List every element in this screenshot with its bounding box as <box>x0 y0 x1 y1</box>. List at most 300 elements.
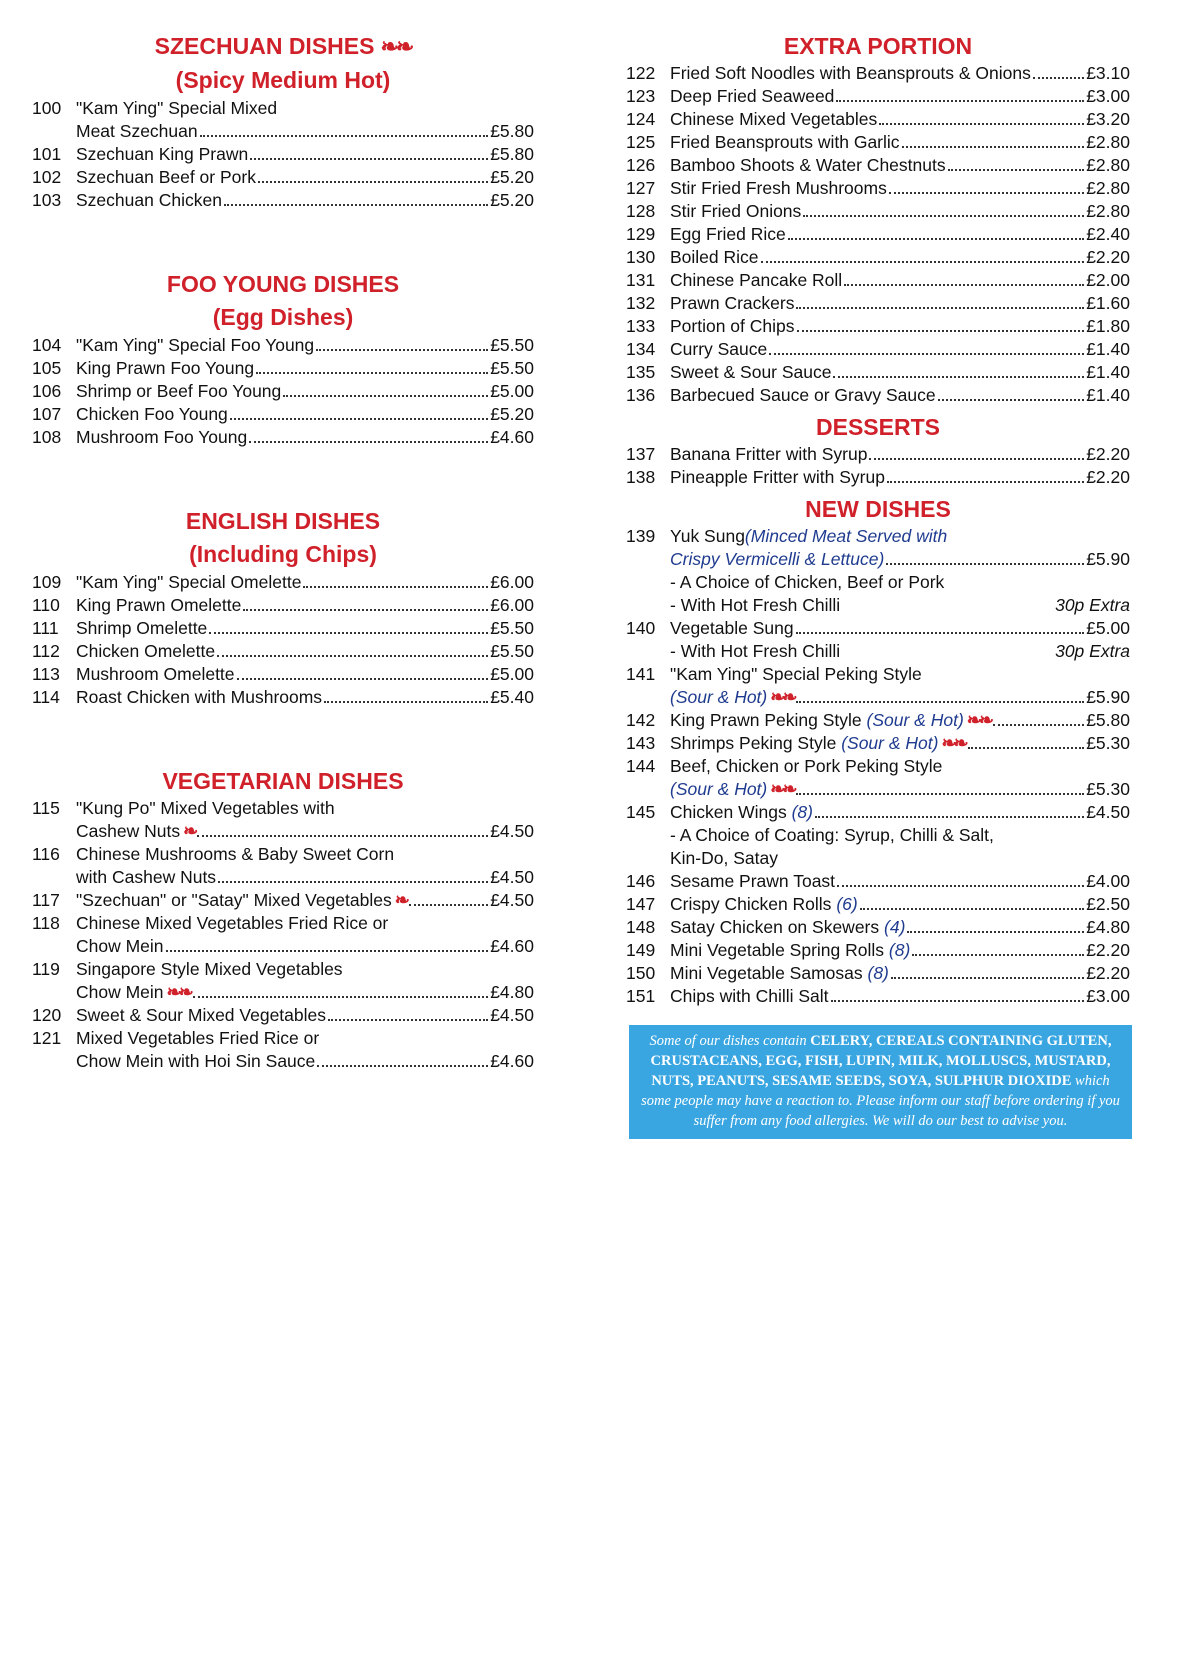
dot-leader <box>237 678 489 680</box>
menu-item <box>32 189 534 212</box>
item-name-text: Shrimp or Beef Foo Young <box>76 381 282 401</box>
item-number: 118 <box>32 913 60 933</box>
item-body <box>670 361 1130 384</box>
dot-leader <box>815 816 1084 818</box>
menu-section <box>626 493 1130 1008</box>
item-sub-option <box>670 594 1130 617</box>
item-price: £4.80 <box>490 982 534 1002</box>
item-price-line <box>76 866 534 889</box>
item-name-text: Stir Fried Fresh Mushrooms <box>670 178 887 198</box>
item-name <box>670 778 794 801</box>
section-title-text: SZECHUAN DISHES <box>154 33 375 59</box>
item-name-text: Banana Fritter with Syrup <box>670 444 868 464</box>
item-name-text: Fried Beansprouts with Garlic <box>670 132 900 152</box>
dot-leader <box>887 481 1084 483</box>
allergy-list: CELERY, CEREALS CONTAINING GLUTEN, CRUSTACEANS, EGG, FISH, LUPIN, MILK, MOLLUSCS, MUSTARD, NUTS, PEANUTS, SESAME SEEDS, SOYA, SULPHUR DIOXIDE <box>650 1033 1112 1089</box>
item-body <box>670 663 1130 709</box>
item-price-line <box>76 935 534 958</box>
item-name <box>670 131 900 154</box>
item-price: £2.50 <box>1086 894 1130 914</box>
menu-item <box>32 334 534 357</box>
item-name <box>76 1004 326 1027</box>
item-number: 116 <box>32 844 60 864</box>
dot-leader <box>948 169 1085 171</box>
allergy-intro: Some of our dishes contain <box>649 1033 807 1049</box>
dot-leader <box>1033 77 1084 79</box>
item-body <box>76 189 534 212</box>
dot-leader <box>968 747 1085 749</box>
item-number: 110 <box>32 595 60 615</box>
item-price-line <box>670 443 1130 466</box>
menu-item <box>626 85 1130 108</box>
item-number: 146 <box>626 871 656 891</box>
dot-leader <box>796 701 1084 703</box>
item-number: 131 <box>626 270 656 290</box>
item-price-line <box>670 108 1130 131</box>
item-number: 145 <box>626 802 656 822</box>
item-name-text: King Prawn Foo Young <box>76 358 255 378</box>
item-sub-text: - A Choice of Chicken, Beef or Pork <box>670 572 945 592</box>
dot-leader <box>283 395 488 397</box>
item-name-text: Sweet & Sour Mixed Vegetables <box>76 1005 327 1025</box>
item-price: £4.60 <box>490 427 534 447</box>
item-description-line <box>670 755 1130 778</box>
item-price: £6.00 <box>490 572 534 592</box>
chilli-pepper-icon: ❧❧ <box>166 982 191 1002</box>
item-body <box>670 962 1130 985</box>
dot-leader <box>836 100 1084 102</box>
item-body <box>76 843 534 889</box>
item-price-line <box>76 640 534 663</box>
item-body <box>670 755 1130 801</box>
item-number: 142 <box>626 710 656 730</box>
menu-item <box>626 617 1130 663</box>
item-note: (Sour & Hot) <box>670 779 768 799</box>
item-line-text: Beef, Chicken or Pork Peking Style <box>670 756 943 776</box>
item-body <box>670 985 1130 1008</box>
item-body <box>76 357 534 380</box>
item-number: 123 <box>626 86 656 106</box>
item-price: £4.50 <box>490 821 534 841</box>
item-body <box>76 617 534 640</box>
menu-item <box>626 709 1130 732</box>
item-body <box>76 334 534 357</box>
item-body <box>670 384 1130 407</box>
allergy-notice <box>629 1025 1132 1139</box>
item-price-line <box>670 466 1130 489</box>
item-name <box>670 315 795 338</box>
menu-item <box>626 177 1130 200</box>
item-name <box>76 820 195 843</box>
item-name <box>670 939 910 962</box>
item-name-text: Portion of Chips <box>670 316 795 336</box>
item-name <box>670 269 842 292</box>
item-name <box>76 1050 315 1073</box>
item-body <box>670 154 1130 177</box>
menu-item <box>626 384 1130 407</box>
item-line-text: "Kung Po" Mixed Vegetables with <box>76 798 335 818</box>
item-price-line <box>670 154 1130 177</box>
item-body <box>76 166 534 189</box>
item-name-text: Fried Soft Noodles with Beansprouts & Onions <box>670 63 1031 83</box>
item-name <box>670 292 794 315</box>
item-number: 126 <box>626 155 656 175</box>
item-name-text: Deep Fried Seaweed <box>670 86 835 106</box>
dot-leader <box>324 701 488 703</box>
item-description-line <box>76 912 534 935</box>
item-note: (4) <box>884 917 906 937</box>
item-price: £3.20 <box>1086 109 1130 129</box>
menu-item <box>32 797 534 843</box>
dot-leader <box>844 284 1084 286</box>
item-number: 119 <box>32 959 60 979</box>
section-title <box>32 268 534 300</box>
item-price-line <box>670 200 1130 223</box>
item-note: (8) <box>888 940 911 960</box>
section-title <box>626 411 1130 443</box>
item-name-text: Meat Szechuan <box>76 121 198 141</box>
item-name-text: King Prawn Peking Style <box>670 710 862 730</box>
item-price: £5.90 <box>1086 687 1130 707</box>
menu-section <box>32 30 534 212</box>
dot-leader <box>230 418 488 420</box>
chilli-pepper-icon: ❧❧ <box>770 687 795 707</box>
item-name-text: Szechuan King Prawn <box>76 144 249 164</box>
item-name <box>670 916 905 939</box>
menu-item <box>626 893 1130 916</box>
item-name-text: Vegetable Sung <box>670 618 794 638</box>
item-price: £1.60 <box>1086 293 1130 313</box>
item-price-line <box>670 893 1130 916</box>
item-body <box>670 269 1130 292</box>
section-title-text: FOO YOUNG DISHES <box>166 271 400 297</box>
item-number: 107 <box>32 404 62 424</box>
item-name <box>670 200 801 223</box>
item-name-text: Szechuan Chicken <box>76 190 222 210</box>
item-price-line <box>670 939 1130 962</box>
item-name <box>76 426 247 449</box>
menu-item <box>32 594 534 617</box>
dot-leader <box>831 1000 1085 1002</box>
item-name-text: Chicken Wings <box>670 802 787 822</box>
dot-leader <box>803 215 1084 217</box>
item-name <box>76 889 407 912</box>
item-note: Crispy Vermicelli & Lettuce) <box>670 549 885 569</box>
item-name <box>76 686 322 709</box>
item-description-line <box>76 1027 534 1050</box>
item-body <box>670 916 1130 939</box>
menu-item <box>32 843 534 889</box>
item-price: £2.20 <box>1086 444 1130 464</box>
item-line-text: "Kam Ying" Special Peking Style <box>670 664 922 684</box>
item-name <box>76 981 191 1004</box>
item-number: 101 <box>32 144 62 164</box>
chilli-pepper-icon: ❧ <box>183 821 196 841</box>
item-name <box>76 403 228 426</box>
item-price-line <box>670 62 1130 85</box>
item-number: 150 <box>626 963 656 983</box>
chilli-pepper-icon: ❧❧ <box>770 779 795 799</box>
item-number: 128 <box>626 201 656 221</box>
dot-leader <box>796 632 1085 634</box>
dot-leader <box>258 181 488 183</box>
item-price: £5.80 <box>490 144 534 164</box>
dot-leader <box>796 307 1084 309</box>
item-line-text: "Kam Ying" Special Mixed <box>76 98 278 118</box>
item-number: 149 <box>626 940 656 960</box>
item-name-text: Mini Vegetable Samosas <box>670 963 863 983</box>
item-price-line <box>76 426 534 449</box>
item-name-text: Szechuan Beef or Pork <box>76 167 256 187</box>
item-note: (Minced Meat Served with <box>744 526 948 546</box>
menu-item <box>32 571 534 594</box>
item-description-line <box>76 958 534 981</box>
item-body <box>670 443 1130 466</box>
item-name-text: Chow Mein <box>76 936 164 956</box>
item-note: (Sour & Hot) <box>670 687 768 707</box>
item-body <box>670 870 1130 893</box>
dot-leader <box>197 835 488 837</box>
item-price: £4.50 <box>1086 802 1130 822</box>
dot-leader <box>200 135 489 137</box>
item-body <box>76 380 534 403</box>
item-name <box>670 466 885 489</box>
item-number: 100 <box>32 98 62 118</box>
item-line-text: Singapore Style Mixed Vegetables <box>76 959 343 979</box>
item-price-line <box>76 1004 534 1027</box>
menu-item <box>626 732 1130 755</box>
item-price-line <box>76 594 534 617</box>
menu-item <box>626 269 1130 292</box>
item-body <box>76 686 534 709</box>
item-price: £5.30 <box>1086 733 1130 753</box>
item-line-text: Chinese Mixed Vegetables Fried Rice or <box>76 913 389 933</box>
section-title-text: ENGLISH DISHES <box>185 508 381 534</box>
item-body <box>670 315 1130 338</box>
item-price-line <box>670 801 1130 824</box>
section-title <box>32 30 534 63</box>
item-price-line <box>76 143 534 166</box>
item-line-text: Yuk Sung <box>670 526 745 546</box>
dot-leader <box>769 353 1084 355</box>
item-name <box>670 732 966 755</box>
item-number: 140 <box>626 618 656 638</box>
menu-item <box>626 466 1130 489</box>
item-price-line <box>670 709 1130 732</box>
menu-item <box>626 525 1130 617</box>
item-name <box>76 357 254 380</box>
item-name <box>76 143 248 166</box>
dot-leader <box>303 586 488 588</box>
item-name-text: Shrimps Peking Style <box>670 733 837 753</box>
item-price-line <box>670 870 1130 893</box>
menu-item <box>32 1027 534 1073</box>
item-name-text: King Prawn Omelette <box>76 595 242 615</box>
item-price-line <box>670 315 1130 338</box>
dot-leader <box>217 655 488 657</box>
chilli-pepper-icon: ❧❧ <box>966 710 991 730</box>
item-price-line <box>670 338 1130 361</box>
item-name-text: Barbecued Sauce or Gravy Sauce <box>670 385 936 405</box>
item-body <box>76 640 534 663</box>
item-name <box>670 108 877 131</box>
item-name <box>670 709 991 732</box>
item-number: 141 <box>626 664 656 684</box>
item-price: £2.20 <box>1086 963 1130 983</box>
item-price-line <box>76 820 534 843</box>
dot-leader <box>209 632 488 634</box>
menu-section <box>32 765 534 1073</box>
item-name-text: Mushroom Omelette <box>76 664 235 684</box>
dot-leader <box>837 885 1084 887</box>
dot-leader <box>879 123 1084 125</box>
item-price: £5.50 <box>490 358 534 378</box>
menu-section <box>626 411 1130 489</box>
item-number: 114 <box>32 687 60 707</box>
item-name-text: with Cashew Nuts <box>76 867 217 887</box>
section-subtitle: (Egg Dishes) <box>212 304 354 330</box>
item-name <box>670 985 829 1008</box>
item-name-text: Cashew Nuts <box>76 821 181 841</box>
item-number: 102 <box>32 167 62 187</box>
item-price: £5.00 <box>490 664 534 684</box>
item-price: £2.80 <box>1086 178 1130 198</box>
item-name <box>670 246 759 269</box>
item-name-text: Satay Chicken on Skewers <box>670 917 880 937</box>
item-body <box>76 1004 534 1027</box>
item-number: 111 <box>32 618 59 638</box>
item-price: £1.80 <box>1086 316 1130 336</box>
item-price: £5.00 <box>490 381 534 401</box>
item-number: 148 <box>626 917 656 937</box>
dot-leader <box>788 238 1084 240</box>
section-title-text: EXTRA PORTION <box>783 33 973 59</box>
item-body <box>76 143 534 166</box>
item-price: £2.80 <box>1086 132 1130 152</box>
item-name-text: Boiled Rice <box>670 247 759 267</box>
menu-item <box>32 403 534 426</box>
item-body <box>670 292 1130 315</box>
item-price: £5.20 <box>490 167 534 187</box>
dot-leader <box>316 349 488 351</box>
item-price-line <box>670 916 1130 939</box>
item-sub-option <box>670 824 1130 847</box>
dot-leader <box>250 158 488 160</box>
item-price: £2.40 <box>1086 224 1130 244</box>
section-title-text: NEW DISHES <box>805 496 951 522</box>
item-name-text: Bamboo Shoots & Water Chestnuts <box>670 155 946 175</box>
menu-section <box>32 505 534 709</box>
menu-item <box>32 166 534 189</box>
item-body <box>670 466 1130 489</box>
menu-item <box>626 870 1130 893</box>
menu-item <box>32 686 534 709</box>
item-note: (6) <box>836 894 858 914</box>
item-body <box>670 525 1130 617</box>
item-number: 136 <box>626 385 656 405</box>
item-sub-option <box>670 571 1130 594</box>
item-name-text: "Szechuan" or "Satay" Mixed Vegetables <box>76 890 392 910</box>
dot-leader <box>166 950 489 952</box>
item-price: £5.50 <box>490 618 534 638</box>
dot-leader <box>328 1019 488 1021</box>
dot-leader <box>797 330 1085 332</box>
item-name <box>670 617 794 640</box>
dot-leader <box>224 204 488 206</box>
item-name <box>76 594 241 617</box>
item-note: (Sour & Hot) <box>866 710 964 730</box>
item-name <box>76 866 216 889</box>
menu-item <box>626 443 1130 466</box>
item-body <box>670 246 1130 269</box>
item-extra-charge: 30p Extra <box>1055 595 1130 615</box>
item-price: £5.80 <box>490 121 534 141</box>
item-price: £5.50 <box>490 335 534 355</box>
menu-item <box>32 1004 534 1027</box>
left-menu-column <box>32 30 534 1073</box>
item-name <box>670 154 946 177</box>
item-description-line <box>76 797 534 820</box>
item-name-text: Mushroom Foo Young <box>76 427 248 447</box>
item-number: 130 <box>626 247 656 267</box>
item-body <box>670 617 1130 663</box>
item-number: 120 <box>32 1005 62 1025</box>
item-number: 147 <box>626 894 656 914</box>
item-number: 106 <box>32 381 62 401</box>
menu-item <box>32 889 534 912</box>
item-price-line <box>670 361 1130 384</box>
item-name-text: Egg Fried Rice <box>670 224 786 244</box>
dot-leader <box>249 441 488 443</box>
item-name-text: Roast Chicken with Mushrooms <box>76 687 323 707</box>
item-note: (8) <box>867 963 889 983</box>
item-price: £3.00 <box>1086 86 1130 106</box>
dot-leader <box>912 954 1084 956</box>
menu-item <box>32 617 534 640</box>
dot-leader <box>907 931 1084 933</box>
dot-leader <box>869 458 1084 460</box>
item-number: 117 <box>32 890 60 910</box>
item-price: £1.40 <box>1086 385 1130 405</box>
dot-leader <box>833 376 1084 378</box>
dot-leader <box>902 146 1085 148</box>
item-price: £5.50 <box>490 641 534 661</box>
item-body <box>76 663 534 686</box>
dot-leader <box>256 372 488 374</box>
item-body <box>76 426 534 449</box>
chilli-pepper-icon: ❧❧ <box>380 34 412 59</box>
item-price-line <box>670 269 1130 292</box>
item-sub-text: - With Hot Fresh Chilli <box>670 641 841 661</box>
item-name <box>670 686 794 709</box>
item-price-line <box>670 962 1130 985</box>
item-description-line <box>76 843 534 866</box>
item-name <box>670 338 767 361</box>
menu-item <box>626 361 1130 384</box>
item-name <box>76 663 235 686</box>
section-title-text: VEGETARIAN DISHES <box>162 768 404 794</box>
item-price-line <box>76 357 534 380</box>
item-name-text: Sesame Prawn Toast <box>670 871 836 891</box>
menu-item <box>626 292 1130 315</box>
item-body <box>76 889 534 912</box>
section-title <box>626 493 1130 525</box>
item-name <box>670 62 1031 85</box>
item-price: £4.50 <box>490 1005 534 1025</box>
menu-item <box>626 62 1130 85</box>
item-name <box>76 166 256 189</box>
menu-item <box>626 663 1130 709</box>
